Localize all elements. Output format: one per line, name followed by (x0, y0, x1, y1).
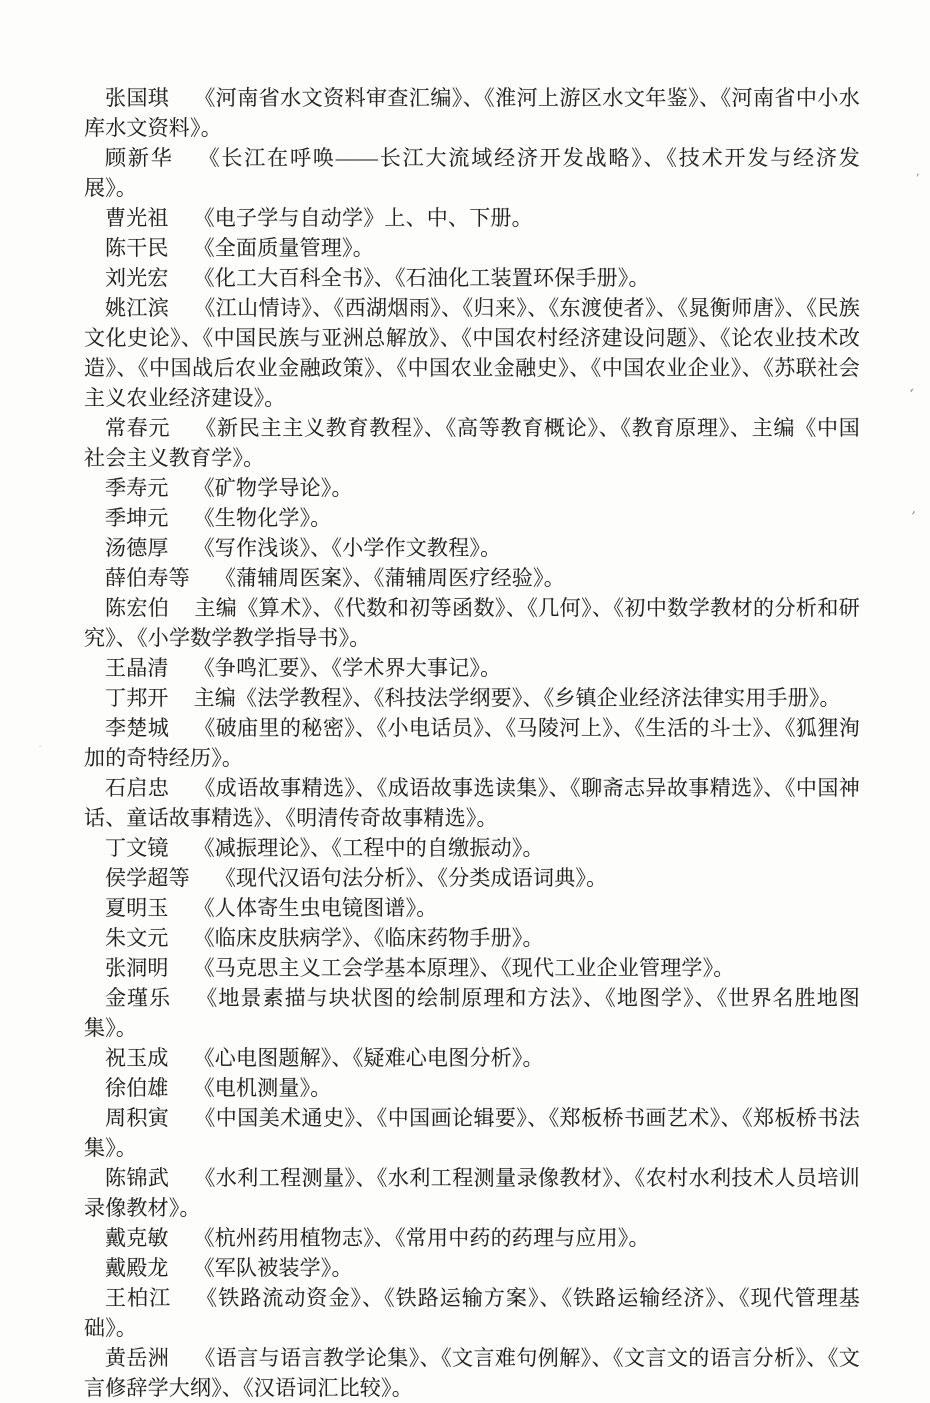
author-entry (84, 143, 860, 203)
author-entry (84, 1223, 860, 1253)
author-name: 金瑾乐 (105, 986, 172, 1010)
author-name: 李楚城 (105, 716, 170, 740)
author-name: 丁文镜 (105, 836, 169, 860)
author-name: 汤德厚 (105, 536, 169, 560)
author-name: 常春元 (105, 416, 171, 440)
author-entry (84, 1103, 860, 1163)
author-works: 《成语故事精选》、《成语故事选读集》、《聊斋志异故事精选》、《中国神话、童话故事精选》、《明清传奇故事精选》。 (84, 776, 861, 830)
author-works: 《破庙里的秘密》、《小电话员》、《马陵河上》、《生活的斗士》、《狐狸洵加的奇特经历》。 (84, 716, 860, 770)
author-works: 《生物化学》。 (193, 506, 332, 530)
author-name: 季坤元 (105, 506, 169, 530)
author-name: 黄岳洲 (105, 1346, 170, 1370)
author-entry (84, 1253, 860, 1283)
author-entry (84, 833, 860, 863)
author-entry (84, 83, 860, 143)
author-entry (84, 533, 860, 563)
author-entry (84, 563, 860, 593)
author-name: 张洞明 (105, 956, 169, 980)
author-works: 《矿物学导论》。 (193, 476, 353, 500)
author-entry (84, 503, 860, 533)
author-name: 顾新华 (105, 146, 174, 170)
author-entry (84, 1343, 860, 1403)
author-name: 戴克敏 (105, 1226, 169, 1250)
author-name: 陈锦武 (105, 1166, 170, 1190)
author-works: 《地景素描与块状图的绘制原理和方法》、《地图学》、《世界名胜地图集》。 (84, 986, 860, 1040)
author-entry (84, 1043, 860, 1073)
author-name: 姚江滨 (105, 296, 170, 320)
author-name: 石启忠 (105, 776, 170, 800)
author-entry (84, 683, 860, 713)
author-entry (84, 713, 860, 773)
author-name: 曹光祖 (105, 206, 169, 230)
scan-speck: ʼ (913, 171, 921, 188)
scan-speck: ʻ (904, 384, 916, 404)
author-works: 《语言与语言教学论集》、《文言难句例解》、《文言文的语言分析》、《文言修辞学大纲》、《汉语词汇比较》。 (84, 1346, 861, 1400)
author-name: 丁邦开 (105, 686, 169, 710)
author-entry (84, 203, 860, 233)
author-works: 《心电图题解》、《疑难心电图分析》。 (193, 1046, 544, 1070)
author-works: 主编《算术》、《代数和初等函数》、《几何》、《初中数学教材的分析和研究》、《小学数学教学指导书》。 (84, 596, 861, 650)
author-works: 《电子学与自动学》上、中、下册。 (193, 206, 533, 230)
author-entry (84, 473, 860, 503)
scan-speck: ʼ (907, 507, 917, 527)
author-works: 《化工大百科全书》、《石油化工装置环保手册》。 (193, 266, 650, 290)
author-works: 《马克思主义工会学基本原理》、《现代工业企业管理学》。 (193, 956, 735, 980)
author-name: 王柏江 (105, 1286, 172, 1310)
author-name: 薛伯寿等 (105, 566, 190, 590)
author-works: 《水利工程测量》、《水利工程测量录像教材》、《农村水利技术人员培训录像教材》。 (84, 1166, 860, 1220)
author-entry (84, 413, 860, 473)
author-name: 徐伯雄 (105, 1076, 169, 1100)
author-works: 《铁路流动资金》、《铁路运输方案》、《铁路运输经济》、《现代管理基础》。 (84, 1286, 860, 1340)
author-name: 戴殿龙 (105, 1256, 169, 1280)
author-entry (84, 893, 860, 923)
author-entry (84, 1163, 860, 1223)
author-entry (84, 1073, 860, 1103)
author-entry (84, 593, 860, 653)
author-works: 《争鸣汇要》、《学术界大事记》。 (193, 656, 502, 680)
author-name: 侯学超等 (105, 866, 190, 890)
author-name: 陈干民 (105, 236, 169, 260)
author-name: 张国琪 (105, 86, 170, 110)
works-list (84, 83, 860, 1403)
author-name: 周积寅 (105, 1106, 170, 1130)
author-works: 《人体寄生虫电镜图谱》。 (193, 896, 438, 920)
author-entry (84, 923, 860, 953)
author-works: 《电机测量》。 (193, 1076, 332, 1100)
author-works: 《蒲辅周医案》、《蒲辅周医疗经验》。 (214, 566, 565, 590)
author-name: 季寿元 (105, 476, 169, 500)
author-works: 《河南省水文资料审查汇编》、《淮河上游区水文年鉴》、《河南省中小水库水文资料》。 (84, 86, 860, 140)
author-entry (84, 773, 860, 833)
author-name: 夏明玉 (105, 896, 169, 920)
author-works: 《减振理论》、《工程中的自缴振动》。 (193, 836, 544, 860)
author-works: 《新民主主义教育教程》、《高等教育概论》、《教育原理》、主编《中国社会主义教育学》。 (84, 416, 860, 470)
author-name: 祝玉成 (105, 1046, 169, 1070)
author-name: 朱文元 (105, 926, 169, 950)
author-works: 《现代汉语句法分析》、《分类成语词典》。 (214, 866, 608, 890)
author-name: 刘光宏 (105, 266, 169, 290)
author-entry (84, 1283, 860, 1343)
scan-speck: ˏ (37, 737, 44, 749)
author-name: 陈宏伯 (105, 596, 170, 620)
author-works: 《中国美术通史》、《中国画论辑要》、《郑板桥书画艺术》、《郑板桥书法集》。 (84, 1106, 861, 1160)
author-works: 《军队被装学》。 (193, 1256, 353, 1280)
author-works: 《临床皮肤病学》、《临床药物手册》。 (193, 926, 544, 950)
author-entry (84, 233, 860, 263)
author-works: 《全面质量管理》。 (193, 236, 374, 260)
author-entry (84, 983, 860, 1043)
author-works: 《江山情诗》、《西湖烟雨》、《归来》、《东渡使者》、《晁衡师唐》、《民族文化史论》、《中国民族与亚洲总解放》、《中国农村经济建设问题》、《论农业技术改造》、《中国战后农业金融政策》、《中国农业金融史》、《中国农业企业》、《苏联社会主义农业经济建设》。 (84, 296, 860, 410)
author-entry (84, 293, 860, 413)
author-entry (84, 263, 860, 293)
author-name: 王晶清 (105, 656, 169, 680)
author-works: 《写作浅谈》、《小学作文教程》。 (193, 536, 502, 560)
author-entry (84, 863, 860, 893)
author-works: 《杭州药用植物志》、《常用中药的药理与应用》。 (193, 1226, 650, 1250)
author-entry (84, 653, 860, 683)
author-works: 《长江在呼唤——长江大流域经济开发战略》、《技术开发与经济发展》。 (84, 146, 860, 200)
author-entry (84, 953, 860, 983)
author-works: 主编《法学教程》、《科技法学纲要》、《乡镇企业经济法律实用手册》。 (193, 686, 841, 710)
